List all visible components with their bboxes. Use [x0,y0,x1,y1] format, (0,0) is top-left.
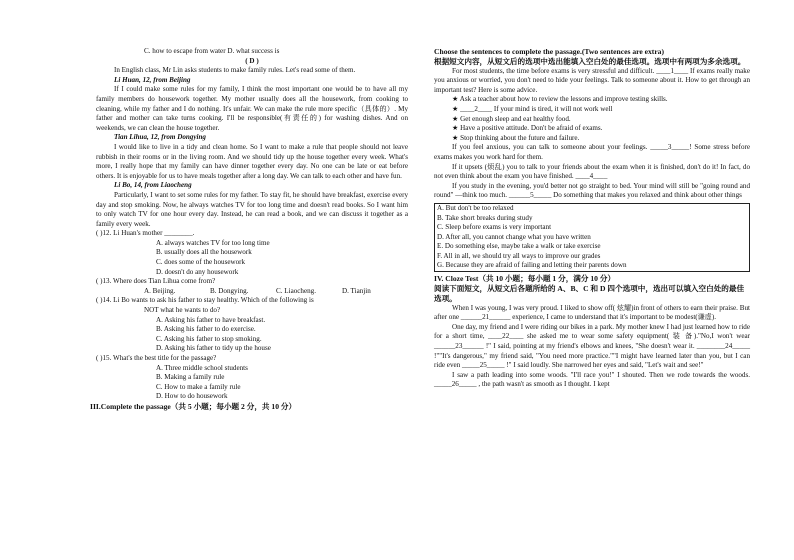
q14-option-c: C. Asking his father to stop smoking. [156,334,262,343]
advice-item-1: ★ Ask a teacher about how to review the lessons and improve testing skills. [452,95,668,104]
left-column [90,0,408,412]
passage-paragraph-3: If it upsets (烦乱) you to talk to your friends about the exam when it is finished, don't do it! In fact, do not even think about the exam you have finished. ____4____ [434,162,750,181]
q13-option-c: C. Liaocheng. [276,286,316,295]
question-13: ( )13. Where does Tian Lihua come from? [96,277,216,286]
q15-option-d: D. How to do housework [156,392,228,401]
speaker-1-text: If I could make some rules for my family, I think the most important one would be to have all my family members do housework together. My mother usually does all the housework, from cooking to cleaning, while my father and I do nothing. It's unfair. We can make the rule more specific（具体的）. My father and mother can take turns cooking. I'll be responsible(有责任的) for washing dishes. And on weekends, we can clean the house together. [96,85,408,132]
option-f: F. All in all, we should try all ways to improve our grades [437,251,601,260]
option-g: G. Because they are afraid of failing and letting their parents down [437,261,627,270]
cloze-paragraph-2: One day, my friend and I were riding our bikes in a park. My mother knew I had just learned how to ride for a short time, ____22____ she asked me to wear some safety equipment( 装 备)."No,I won't wear ______23______ !" I said, pointing at my friend's elbows and knees, "She doesn't wear it. ________24_____ !""It's dangerous," my friend said, "You need more practice.""I might have learned later than you, but I can ride even _____25_____ !" I said loudly. She narrowed her eyes and said, "Let's wait and see!" [434,322,750,370]
option-c: C. Sleep before exams is very important [437,223,552,232]
question-14-cont: NOT what he wants to do? [144,306,221,315]
cloze-heading-chinese: 阅读下面短文，从短文后各题所给的 A、B、C 和 D 四个选项中，选出可以填入空白处的最佳选项。 [434,283,745,303]
question-14: ( )14. Li Bo wants to ask his father to stay healthy. Which of the following is [96,296,314,305]
passage-paragraph-4: If you study in the evening, you'd better not go straight to bed. Your mind will still be "going round and round" —think too much. ______5_____ Do something that makes you relaxed and think about other things [434,181,750,200]
passage-paragraph-1: For most students, the time before exams is very stressful and difficult. ____1____ If exams really make you anxious or worried, you don't need to hide your feelings. Talk to someone about it. How to get through an important test? Here is some advice. [434,66,750,94]
speaker-3-text: Particularly, I want to set some rules for my father. To stay fit, he should have breakfast, exercise every day and stop smoking. Now, he always watches TV for too long time and doesn't read books. So I want him to only watch TV for one hour every day. Instead, he can read a book, and we can discuss it together as a family every week. [96,190,408,228]
options-box [434,203,750,272]
speaker-3-author: Li Bo, 14, from Liaocheng [114,181,192,190]
passage-paragraph-2: If you feel anxious, you can talk to someone about your feelings. _____3_____! Some stress before exams makes you work hard for them. [434,143,750,161]
question-15: ( )15. What's the best title for the passage? [96,354,217,362]
q11-answer: ( D ) [245,56,259,65]
right-column [434,0,750,390]
option-b: B. Take short breaks during study [437,213,533,222]
task-heading: Choose the sentences to complete the passage.(Two sentences are extra) [434,47,665,56]
advice-item-4: ★ Have a positive attitude. Don't be afraid of exams. [452,124,603,133]
q13-options [96,287,408,297]
q14-option-d: D. Asking his father to tidy up the house [156,344,271,353]
advice-item-2: ★ ____2____ If your mind is tired, it will not work well [452,104,613,113]
q14-option-b: B. Asking his father to do exercise. [156,325,256,334]
question-12: ( )12. Li Huan's mother ________. [96,229,195,238]
section-3-heading: III.Complete the passage（共 5 小题；每小题 2 分，共 10 分） [90,401,297,411]
q13-option-a: A. Beijing. [144,286,176,295]
q12-option-a: A. always watches TV for too long time [156,238,270,247]
task-heading-chinese: 根据短文内容，从短文后的选项中选出能填入空白处的最佳选项。选项中有两项为多余选项。 [434,56,746,66]
cloze-paragraph-3: I saw a path leading into some woods. "I'll race you!" I shouted. Then we rode towards the woods. _____26_____ , the path wasn't as smooth as I thought. I kept [434,370,750,389]
option-d: D. After all, you cannot change what you have written [437,232,591,241]
q13-option-b: B. Dongying. [210,286,249,295]
option-a: A. But don't be too relaxed [437,203,514,212]
cloze-paragraph-1: When I was young, I was very proud. I liked to show off( 炫耀)in front of others to earn their praise. But after one ______21______ experience, I came to understand that it's important to be modest(谦虚). [434,303,750,322]
advice-item-3: ★ Get enough sleep and eat healthy food. [452,114,571,123]
speaker-1-author: Li Huan, 12, from Beijing [114,75,191,84]
speaker-2-author: Tian Lihua, 12, from Dongying [114,133,206,142]
cloze-heading: IV. Cloze Test（共 10 小题；每小题 1 分，满分 10 分） [434,274,616,284]
option-e: E. Do something else, maybe take a walk or take exercise [437,242,601,251]
q13-option-d: D. Tianjin [342,286,371,295]
q15-option-c: C. How to make a family rule [156,382,241,391]
advice-item-5: ★ Stop thinking about the future and failure. [452,133,580,142]
q12-option-b: B. usually does all the housework [156,248,252,257]
passage-intro: In English class, Mr Lin asks students to make family rules. Let's read some of them. [114,66,356,75]
q12-option-c: C. does some of the housework [156,258,246,267]
q11-remaining-options: C. how to escape from water D. what success is [144,47,280,55]
q15-option-b: B. Making a family rule [156,373,225,382]
q15-option-a: A. Three middle school students [156,363,248,372]
q12-option-d: D. doesn't do any housework [156,267,239,276]
speaker-2-text: I would like to live in a tidy and clean home. So I want to make a rule that people should not leave rubbish in their rooms or in the living room. And we should tidy up the house together every week. What's more, I really hope that my family can have dinner together every day. No one can be late or eat before others. It is enjoyable for us to have meals together after a long day. We can talk to each other and have fun. [96,142,408,180]
q14-option-a: A. Asking his father to have breakfast. [156,315,266,324]
